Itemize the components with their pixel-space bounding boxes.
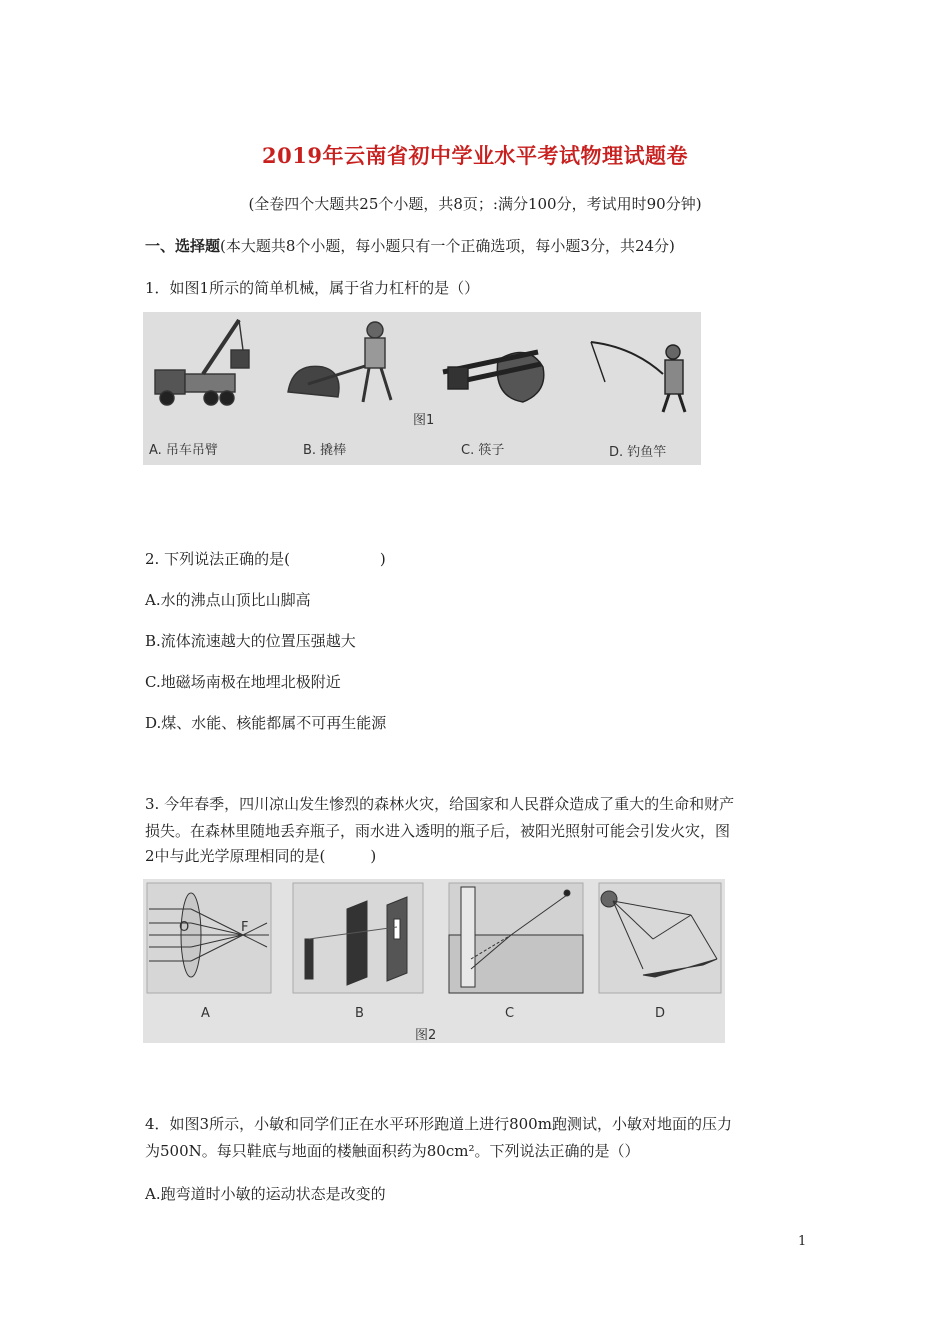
question-2-option-d: D.煤、水能、核能都属不可再生能源 [145, 714, 387, 732]
exam-subtitle: (全卷四个大题共25个小题，共8页；:满分100分，考试用时90分钟) [248, 195, 702, 213]
question-2-option-c: C.地磁场南极在地埋北极附近 [145, 673, 341, 691]
section-1-desc: (本大题共8个小题，每小题只有一个正确选项，每小题3分，共24分) [220, 237, 675, 255]
question-2-stem: 2. 下列说法正确的是( ) [145, 550, 386, 568]
figure-2-label-a: A [201, 1006, 210, 1021]
figure-1-label: 图1 [413, 413, 435, 428]
lens-center-label: O [179, 920, 190, 935]
question-3-line-1: 3. 今年春季，四川凉山发生惨烈的森林火灾，给国家和人民群众造成了重大的生命和财产 [145, 795, 735, 813]
question-3-line-2: 损失。在森林里随地丢弃瓶子，雨水进入透明的瓶子后，被阳光照射可能会引发火灾，图 [145, 822, 731, 840]
figure-2-label-d: D [655, 1006, 666, 1021]
reflection-diagram [599, 883, 721, 993]
question-4-option-a: A.跑弯道时小敏的运动状态是改变的 [145, 1185, 386, 1203]
figure-1 [143, 312, 701, 465]
question-1-stem: 1．如图1所示的简单机械，属于省力杠杆的是（） [145, 279, 480, 297]
figure-1-option-d: D. 钓鱼竿 [609, 445, 667, 460]
figure-2-label-c: C [505, 1006, 515, 1021]
question-4-line-1: 4．如图3所示，小敏和同学们正在水平环形跑道上进行800m跑测试，小敏对地面的压力 [145, 1115, 732, 1133]
section-1-heading [145, 235, 675, 256]
exam-title: 2019年云南省初中学业水平考试物理试题卷 [262, 143, 688, 168]
figure-1-option-c: C. 筷子 [461, 443, 505, 458]
figure-2 [143, 879, 725, 1043]
figure-2-label: 图2 [415, 1028, 437, 1043]
refraction-diagram [449, 883, 583, 993]
question-4-line-2: 为500N。每只鞋底与地面的楼触面积药为80cm²。下列说法正确的是（） [145, 1142, 640, 1160]
figure-1-option-b: B. 撬棒 [303, 443, 347, 458]
question-3-line-3: 2中与此光学原理相同的是( ) [145, 847, 377, 865]
pinhole-diagram [293, 883, 423, 993]
figure-1-option-a: A. 吊车吊臂 [149, 443, 218, 458]
convex-lens-diagram [147, 883, 271, 993]
page-number: 1 [798, 1234, 807, 1249]
figure-2-label-b: B [355, 1006, 364, 1021]
question-2-option-a: A.水的沸点山顶比山脚高 [145, 591, 311, 609]
section-1-head: 一、选择题 [145, 237, 221, 255]
lens-focus-label: F [241, 920, 249, 935]
question-2-option-b: B.流体流速越大的位置压强越大 [145, 632, 356, 650]
